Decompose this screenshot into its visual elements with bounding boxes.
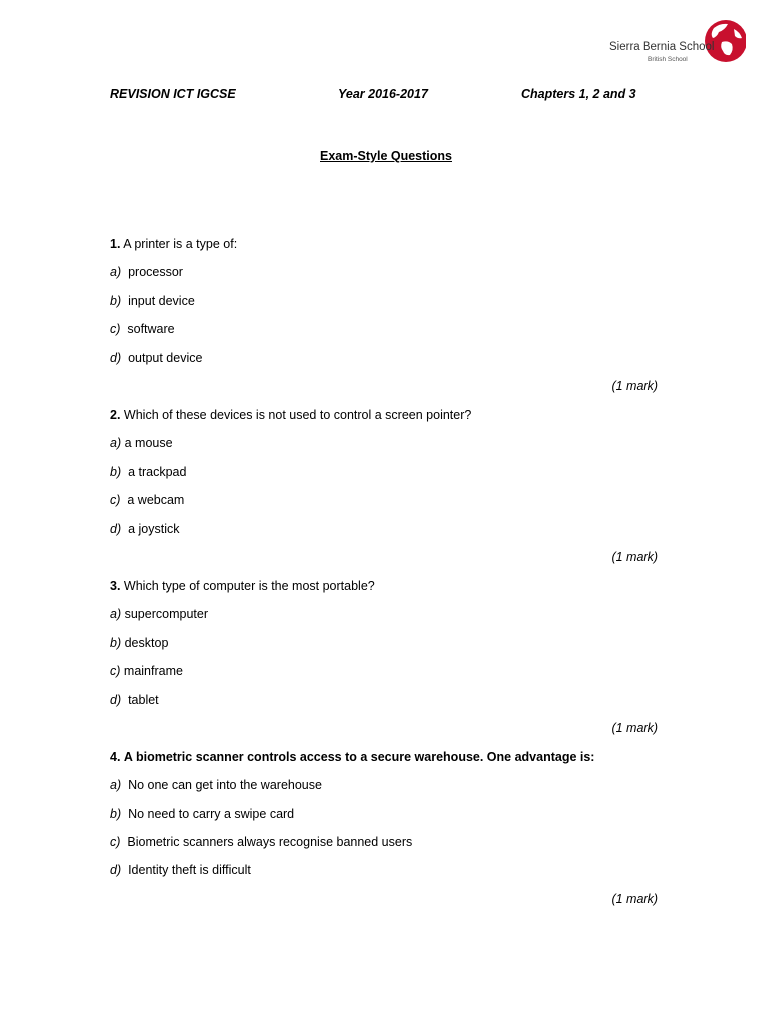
option-letter: c) xyxy=(110,493,121,507)
question-number: 4. xyxy=(110,750,121,764)
option-letter: d) xyxy=(110,351,122,365)
question-number: 1. xyxy=(110,237,121,251)
question-text: A printer is a type of: xyxy=(123,237,238,251)
option-text: No need to carry a swipe card xyxy=(128,807,295,821)
option-letter: d) xyxy=(110,522,122,536)
option-3a xyxy=(110,607,208,621)
option-1d xyxy=(110,351,202,365)
option-text: No one can get into the warehouse xyxy=(128,778,322,792)
option-text: a joystick xyxy=(128,522,180,536)
option-letter: a) xyxy=(110,265,122,279)
question-1 xyxy=(110,237,237,251)
option-letter: b) xyxy=(110,294,122,308)
option-letter: d) xyxy=(110,693,122,707)
option-text: supercomputer xyxy=(124,607,208,621)
header-course: REVISION ICT IGCSE xyxy=(110,87,236,101)
question-text: Which of these devices is not used to control a screen pointer? xyxy=(123,408,472,422)
option-4b xyxy=(110,807,294,821)
option-2b xyxy=(110,465,186,479)
option-text: Identity theft is difficult xyxy=(128,863,251,877)
option-text: a trackpad xyxy=(128,465,187,479)
mark-3: (1 mark) xyxy=(611,721,658,735)
logo-school-subtitle: British School xyxy=(648,56,688,63)
option-text: output device xyxy=(128,351,203,365)
option-letter: b) xyxy=(110,636,122,650)
option-3d xyxy=(110,693,159,707)
mark-1: (1 mark) xyxy=(611,379,658,393)
question-4 xyxy=(110,750,594,764)
option-letter: c) xyxy=(110,664,121,678)
question-text: Which type of computer is the most portable? xyxy=(123,579,375,593)
option-4a xyxy=(110,778,322,792)
option-3c xyxy=(110,664,183,678)
option-4c xyxy=(110,835,412,849)
option-1c xyxy=(110,322,175,336)
mark-4: (1 mark) xyxy=(611,892,658,906)
option-letter: d) xyxy=(110,863,122,877)
option-4d xyxy=(110,863,251,877)
option-letter: a) xyxy=(110,436,122,450)
option-text: processor xyxy=(128,265,183,279)
option-text: tablet xyxy=(128,693,159,707)
option-letter: b) xyxy=(110,807,122,821)
header-chapters: Chapters 1, 2 and 3 xyxy=(521,87,636,101)
page-title: Exam-Style Questions xyxy=(320,149,452,163)
option-text: a mouse xyxy=(124,436,173,450)
question-3 xyxy=(110,579,375,593)
header-year: Year 2016-2017 xyxy=(338,87,428,101)
mark-2: (1 mark) xyxy=(611,550,658,564)
option-letter: c) xyxy=(110,322,121,336)
option-text: software xyxy=(127,322,175,336)
question-text: A biometric scanner controls access to a secure warehouse. One advantage is: xyxy=(123,750,595,764)
question-number: 3. xyxy=(110,579,121,593)
option-2d xyxy=(110,522,179,536)
logo-school-name: Sierra Bernia School xyxy=(609,41,715,53)
option-2a xyxy=(110,436,173,450)
option-letter: c) xyxy=(110,835,121,849)
option-letter: b) xyxy=(110,465,122,479)
option-2c xyxy=(110,493,184,507)
question-number: 2. xyxy=(110,408,121,422)
option-text: desktop xyxy=(124,636,169,650)
option-1b xyxy=(110,294,195,308)
option-letter: a) xyxy=(110,778,122,792)
question-2 xyxy=(110,408,471,422)
option-1a xyxy=(110,265,183,279)
option-text: Biometric scanners always recognise banned users xyxy=(127,835,413,849)
option-letter: a) xyxy=(110,607,122,621)
option-text: a webcam xyxy=(127,493,185,507)
option-text: mainframe xyxy=(123,664,183,678)
option-3b xyxy=(110,636,168,650)
option-text: input device xyxy=(128,294,195,308)
